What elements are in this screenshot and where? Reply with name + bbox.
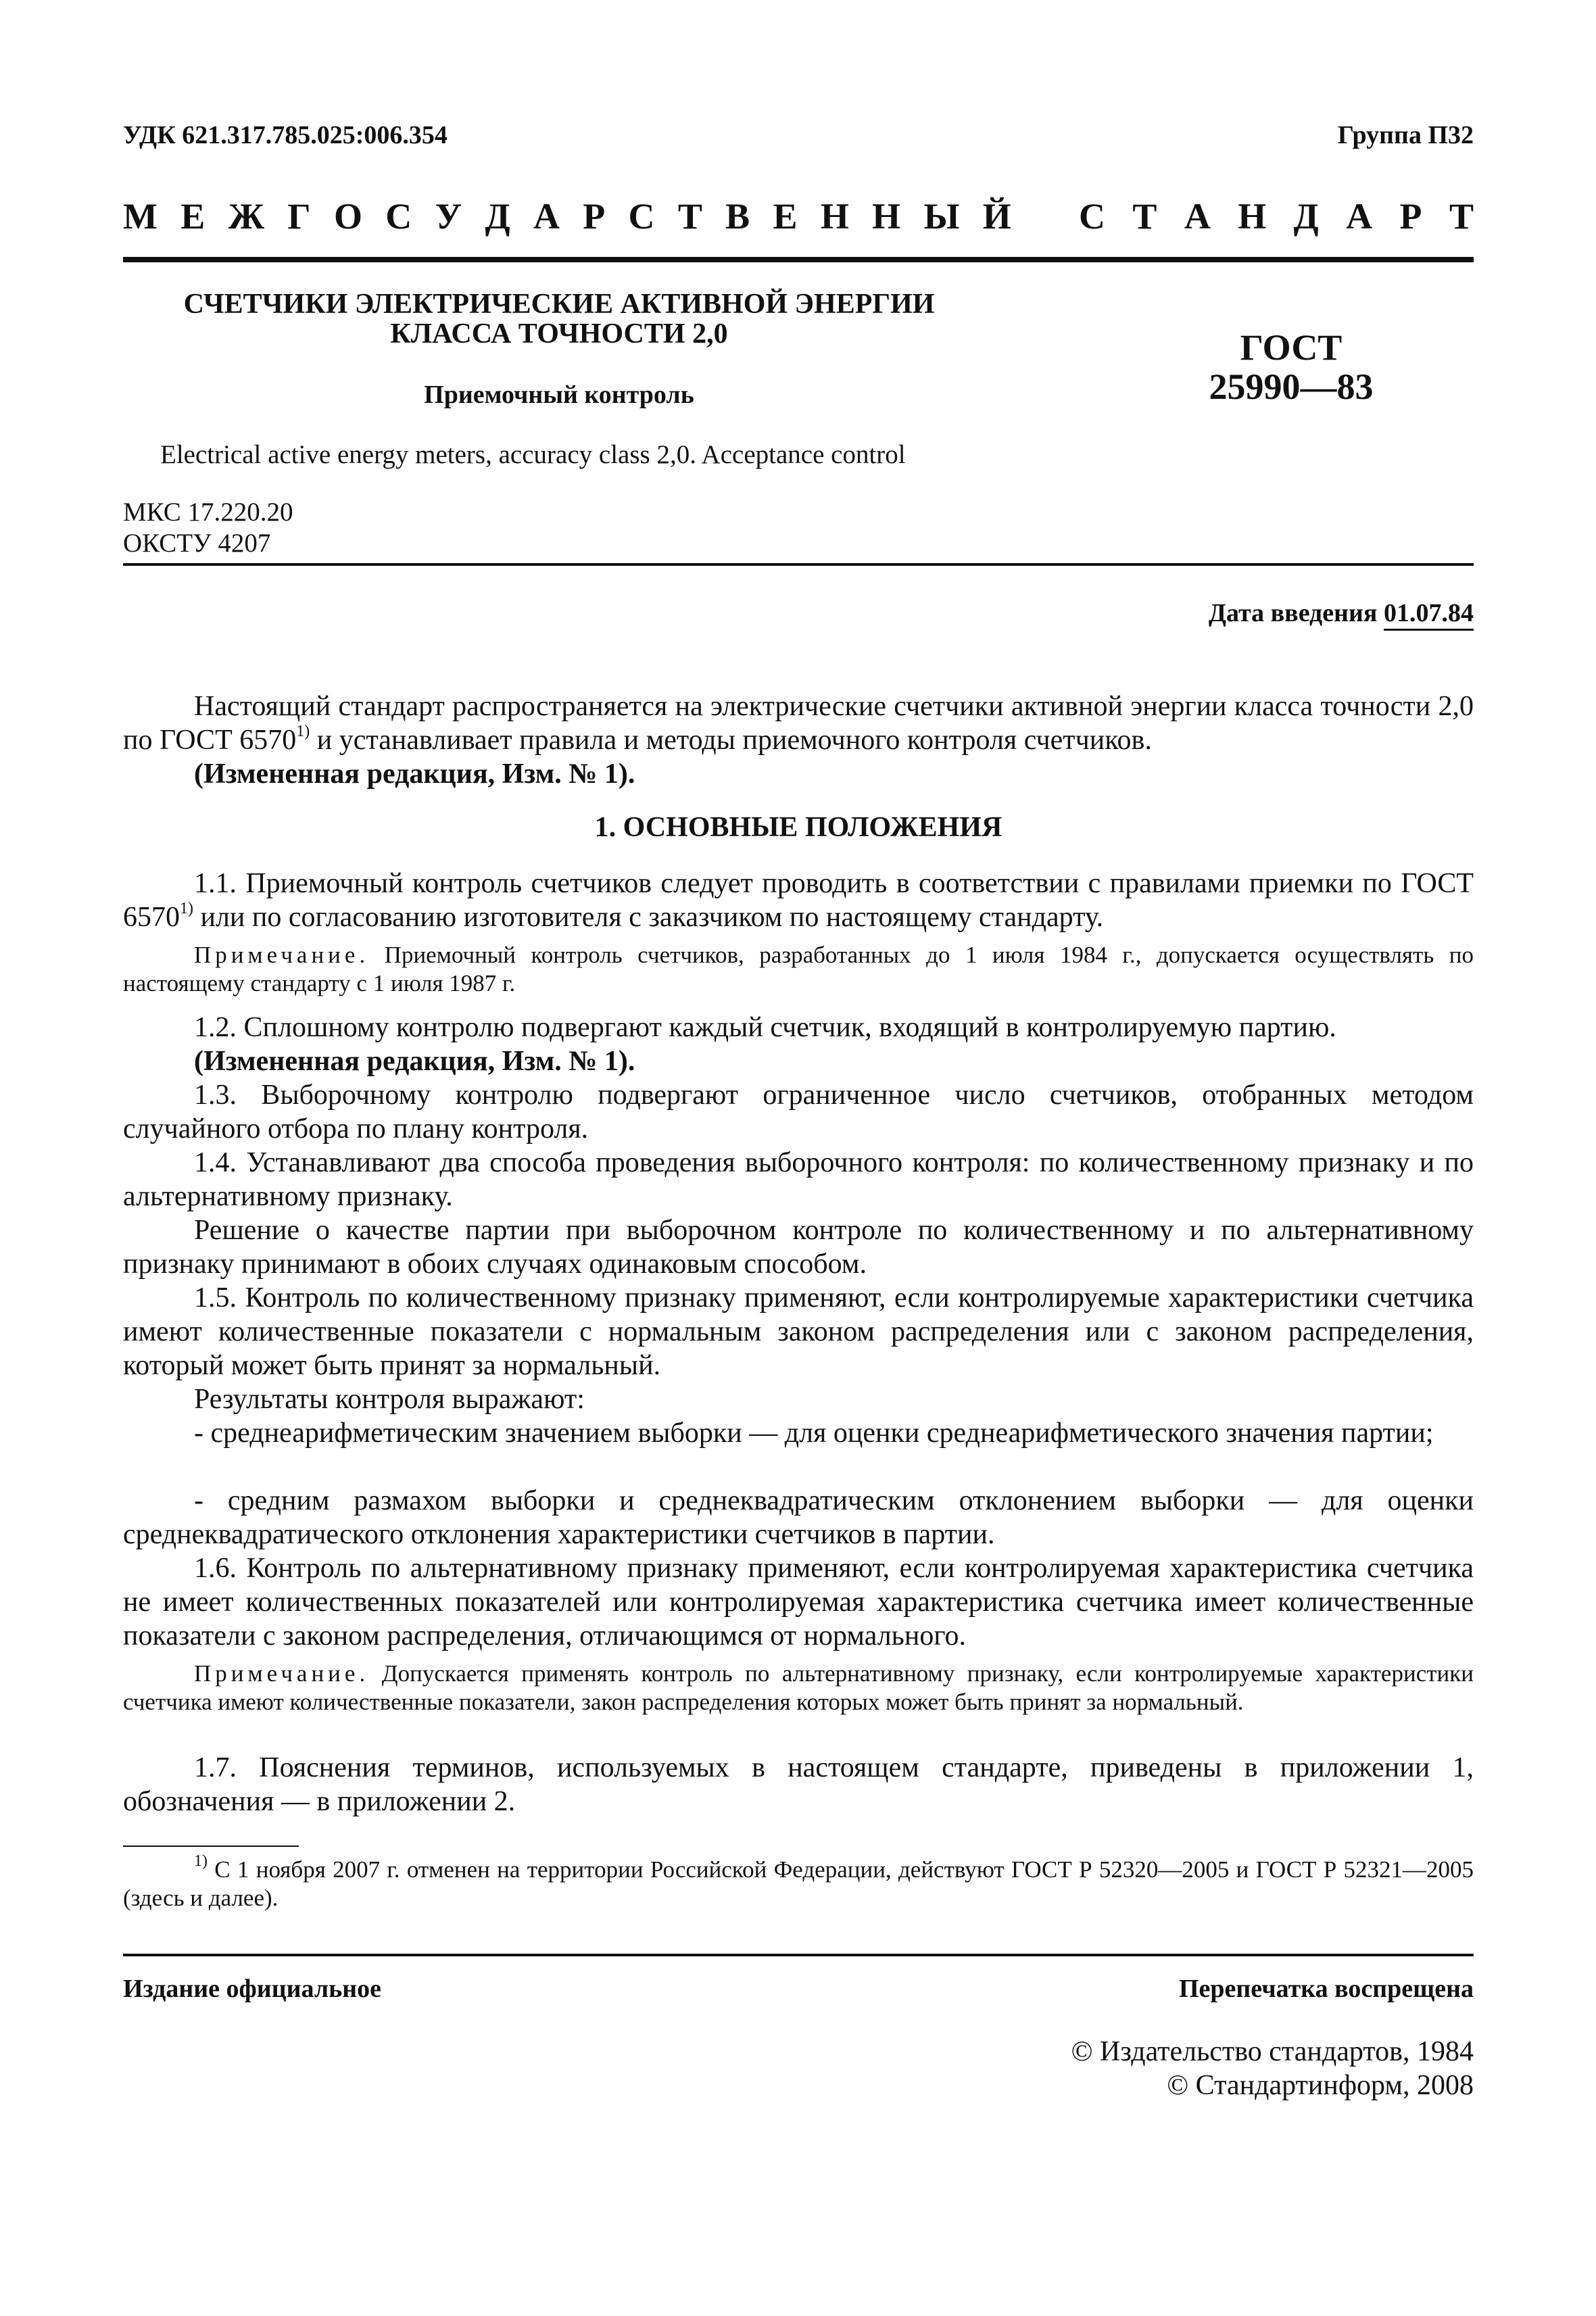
- note-2: Примечание. Допускается применять контроль по альтернативному признаку, если контролируемые характеристики счетчика имеют количественные показатели, закон распределения которых может быть принят за нормальный.: [123, 1660, 1474, 1715]
- footnote-separator: [123, 1845, 299, 1847]
- clause-1-5-item-range: - средним размахом выборки и среднеквадратическим отклонением выборки — для оценки среднеквадратического отклонения характеристики счетчиков в партии.: [123, 1485, 1474, 1550]
- copyright-line-1: © Издательство стандартов, 1984: [1071, 2036, 1474, 2067]
- gost-designation: [1149, 328, 1433, 406]
- footnote-ref: 1): [296, 723, 310, 740]
- note-label: Примечание.: [194, 942, 370, 968]
- document-subtitle: Приемочный контроль: [424, 381, 694, 409]
- reprint-prohibited: Перепечатка воспрещена: [1178, 1975, 1474, 2003]
- clause-1-5: 1.5. Контроль по количественному признаку применяют, если контролируемые характеристики счетчика имеют количественные показатели с нормальным законом распределения или с законом распределения, который может быть принят за нормальный.: [123, 1282, 1474, 1381]
- document-title: [123, 289, 995, 349]
- official-edition: Издание официальное: [123, 1975, 382, 2003]
- amendment-note-1: (Измененная редакция, Изм. № 1).: [194, 758, 635, 790]
- interstate-standard-heading: [123, 193, 1474, 240]
- gost-number: 25990—83: [1209, 366, 1374, 407]
- clause-1-2: 1.2. Сплошному контролю подвергают каждый счетчик, входящий в контролируемую партию.: [194, 1012, 1336, 1043]
- clause-1-4: 1.4. Устанавливают два способа проведения выборочного контроля: по количественному признаку и по альтернативному признаку.: [123, 1147, 1474, 1212]
- footnote-marker: 1): [194, 1852, 208, 1871]
- clause-1-7: 1.7. Пояснения терминов, используемых в настоящем стандарте, приведены в приложении 1, обозначения — в приложении 2.: [123, 1752, 1474, 1817]
- interstate-word: М Е Ж Г О С У Д А Р С Т В Е Н Н Ы Й: [123, 196, 1011, 237]
- clause-1-4-decision: Решение о качестве партии при выборочном контроле по количественному и по альтернативному признаку принимают в обоих случаях одинаковым способом.: [123, 1215, 1474, 1280]
- udk-code: УДК 621.317.785.025:006.354: [123, 121, 448, 149]
- title-rule: [123, 563, 1474, 566]
- mks-code: МКС 17.220.20: [123, 498, 293, 527]
- copyright-line-2: © Стандартинформ, 2008: [1167, 2070, 1474, 2101]
- standard-word: С Т А Н Д А Р Т: [1079, 196, 1474, 237]
- note-1: Примечание. Приемочный контроль счетчиков, разработанных до 1 июля 1984 г., допускается осуществлять по настоящему стандарту с 1 июля 1987 г.: [123, 942, 1474, 996]
- group-code: Группа П32: [1337, 121, 1474, 149]
- okstu-code: ОКСТУ 4207: [123, 529, 271, 558]
- note-label: Примечание.: [194, 1660, 370, 1687]
- intro-date-label: Дата введения: [1208, 599, 1378, 627]
- section-1-title: 1. ОСНОВНЫЕ ПОЛОЖЕНИЯ: [594, 812, 1002, 843]
- amendment-note-2: (Измененная редакция, Изм. № 1).: [194, 1046, 635, 1077]
- title-line-2: КЛАССА ТОЧНОСТИ 2,0: [390, 318, 728, 349]
- footnote: $^{1)}$ С 1 ноября 2007 г. отменен на территории Российской Федерации, действуют ГОСТ Р 52320—2005 и ГОСТ Р 52321—2005 (здесь и далее).: [123, 1852, 1474, 1911]
- clause-1-5-item-mean: - среднеарифметическим значением выборки — для оценки среднеарифметического значения партии;: [194, 1418, 1434, 1449]
- clause-1-6: 1.6. Контроль по альтернативному признаку применяют, если контролируемая характеристика счетчика не имеет количественных показателей или контролируемая характеристика счетчика имеет количественные показатели с законом распределения, отличающимся от нормального.: [123, 1553, 1474, 1651]
- intro-paragraph: Настоящий стандарт распространяется на электрические счетчики активной энергии класса точности 2,0 по ГОСТ 6570$^{1)}$ и устанавливает правила и методы приемочного контроля счетчиков.: [123, 691, 1474, 756]
- classification-codes: [123, 497, 293, 559]
- header-rule: [123, 257, 1474, 262]
- clause-1-5-results: Результаты контроля выражают:: [194, 1384, 585, 1415]
- title-line-1: СЧЕТЧИКИ ЭЛЕКТРИЧЕСКИЕ АКТИВНОЙ ЭНЕРГИИ: [183, 289, 935, 320]
- clause-1-3: 1.3. Выборочному контролю подвергают ограниченное число счетчиков, отобранных методом случайного отбора по плану контроля.: [123, 1080, 1474, 1144]
- intro-date-value: 01.07.84: [1384, 599, 1474, 631]
- footnote-ref: 1): [180, 900, 193, 917]
- gost-label: ГОСТ: [1240, 327, 1343, 368]
- clause-1-1: 1.1. Приемочный контроль счетчиков следует проводить в соответствии с правилами приемки по ГОСТ 6570$^{1)}$ или по согласованию изготовителя с заказчиком по настоящему стандарту.: [123, 868, 1474, 933]
- english-title: Electrical active energy meters, accuracy class 2,0. Acceptance control: [160, 440, 906, 469]
- intro-date: [1209, 598, 1474, 628]
- footer-rule: [123, 1954, 1474, 1956]
- copyright-block: [1071, 2035, 1474, 2102]
